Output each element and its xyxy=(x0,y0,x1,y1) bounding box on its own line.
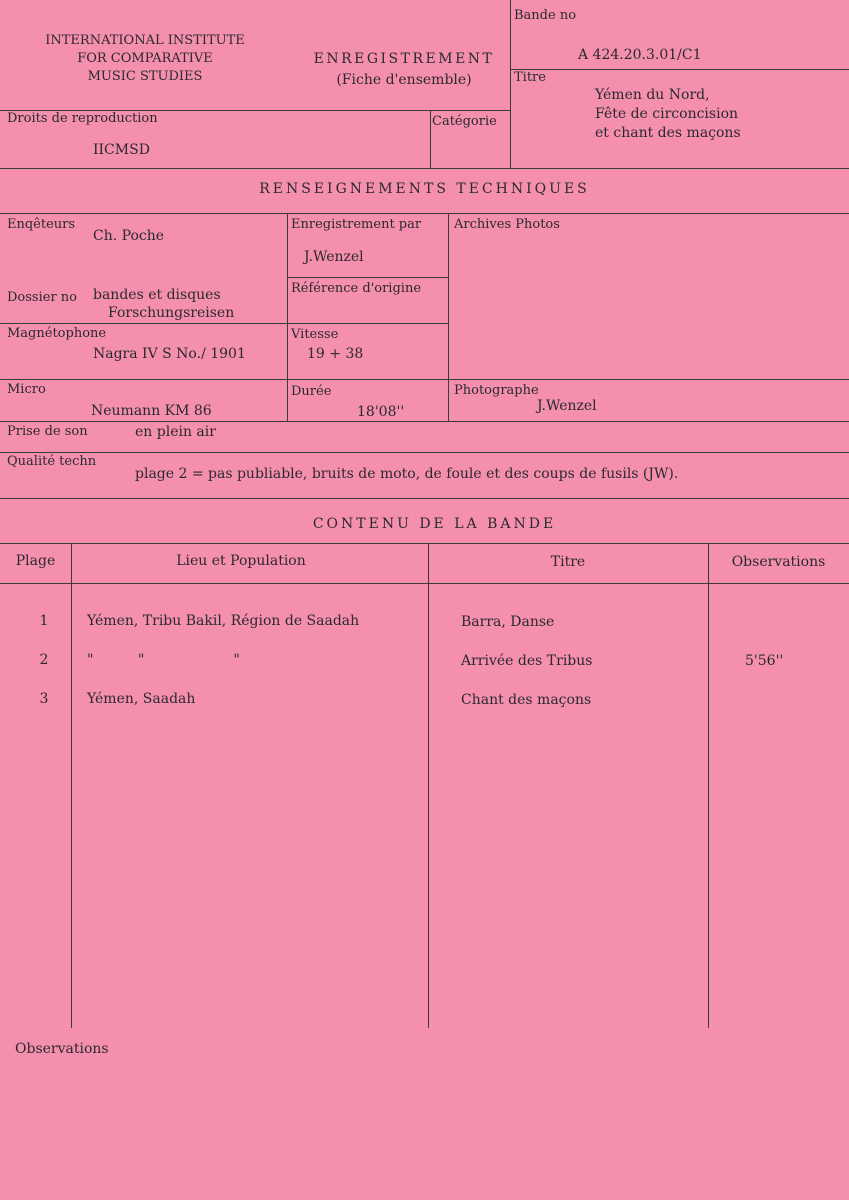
qualite-label: Qualité techn xyxy=(7,454,97,469)
rule xyxy=(287,213,288,421)
table-row-plage: 1 xyxy=(39,613,49,629)
institute-line: MUSIC STUDIES xyxy=(87,69,203,84)
rule xyxy=(0,421,849,422)
duree-label: Durée xyxy=(291,384,332,399)
magnetophone-label: Magnétophone xyxy=(7,326,107,341)
titre-line: Fête de circoncision xyxy=(595,106,739,122)
dossier-value: bandes et disques xyxy=(93,287,221,303)
column-header-titre: Titre xyxy=(550,554,586,570)
enqueteurs-value: Ch. Poche xyxy=(93,228,165,244)
rule xyxy=(430,110,431,168)
magnetophone-value: Nagra IV S No./ 1901 xyxy=(93,346,246,362)
table-row-lieu: " " " xyxy=(87,652,240,668)
rule xyxy=(71,543,72,1028)
form-title-sub: (Fiche d'ensemble) xyxy=(336,72,472,88)
table-row-titre: Arrivée des Tribus xyxy=(461,653,593,669)
droits-value: IICMSD xyxy=(93,142,150,158)
section-title-tech: RENSEIGNEMENTS TECHNIQUES xyxy=(259,181,590,197)
form-title-main: ENREGISTREMENT xyxy=(313,51,495,67)
column-header-observations: Observations xyxy=(731,554,826,570)
photographe-label: Photographe xyxy=(454,383,539,398)
enregistrement-par-value: J.Wenzel xyxy=(304,249,364,265)
rule xyxy=(0,168,849,169)
titre-line: Yémen du Nord, xyxy=(595,87,710,103)
vitesse-value: 19 + 38 xyxy=(307,346,364,362)
dossier-value: Forschungsreisen xyxy=(108,305,235,321)
institute-name xyxy=(0,32,290,86)
table-row-plage: 2 xyxy=(39,652,49,668)
table-row-lieu: Yémen, Saadah xyxy=(87,691,196,707)
table-row-observations: 5'56'' xyxy=(745,653,784,669)
rule xyxy=(0,452,849,453)
rule xyxy=(428,543,429,1028)
rule xyxy=(448,213,449,421)
rule xyxy=(0,213,849,214)
table-row-titre: Barra, Danse xyxy=(461,614,555,630)
rule xyxy=(0,323,448,324)
observations-label: Observations xyxy=(15,1041,109,1057)
institute-line: INTERNATIONAL INSTITUTE xyxy=(45,33,245,48)
reference-label: Référence d'origine xyxy=(291,281,422,296)
photographe-value: J.Wenzel xyxy=(537,398,597,414)
table-row-lieu: Yémen, Tribu Bakil, Région de Saadah xyxy=(87,613,360,629)
micro-value: Neumann KM 86 xyxy=(91,403,212,419)
bande-label: Bande no xyxy=(514,8,577,23)
table-row-titre: Chant des maçons xyxy=(461,692,592,708)
categorie-label: Catégorie xyxy=(432,114,497,129)
form-title xyxy=(294,49,514,91)
bande-value: A 424.20.3.01/C1 xyxy=(578,47,702,63)
prise-label: Prise de son xyxy=(7,424,88,439)
dossier-label: Dossier no xyxy=(7,290,77,305)
institute-line: FOR COMPARATIVE xyxy=(77,51,213,66)
archives-label: Archives Photos xyxy=(454,217,560,232)
rule xyxy=(0,543,849,544)
qualite-value: plage 2 = pas publiable, bruits de moto, de foule et des coups de fusils (JW). xyxy=(135,466,679,482)
micro-label: Micro xyxy=(7,382,46,397)
rule xyxy=(510,69,849,70)
enregistrement-par-label: Enregistrement par xyxy=(291,217,422,232)
column-header-lieu: Lieu et Population xyxy=(176,553,306,569)
droits-label: Droits de reproduction xyxy=(7,111,158,126)
rule xyxy=(0,498,849,499)
titre-line: et chant des maçons xyxy=(595,125,741,141)
duree-value: 18'08'' xyxy=(357,404,405,420)
section-title-contenu: CONTENU DE LA BANDE xyxy=(312,516,557,532)
table-row-plage: 3 xyxy=(39,691,49,707)
titre-value xyxy=(595,86,741,143)
titre-label: Titre xyxy=(514,70,546,85)
column-header-plage: Plage xyxy=(15,553,56,569)
enqueteurs-label: Enqêteurs xyxy=(7,217,76,232)
rule xyxy=(0,379,849,380)
rule xyxy=(0,583,849,584)
prise-value: en plein air xyxy=(135,424,216,440)
rule xyxy=(708,543,709,1028)
vitesse-label: Vitesse xyxy=(291,327,339,342)
rule xyxy=(287,277,448,278)
